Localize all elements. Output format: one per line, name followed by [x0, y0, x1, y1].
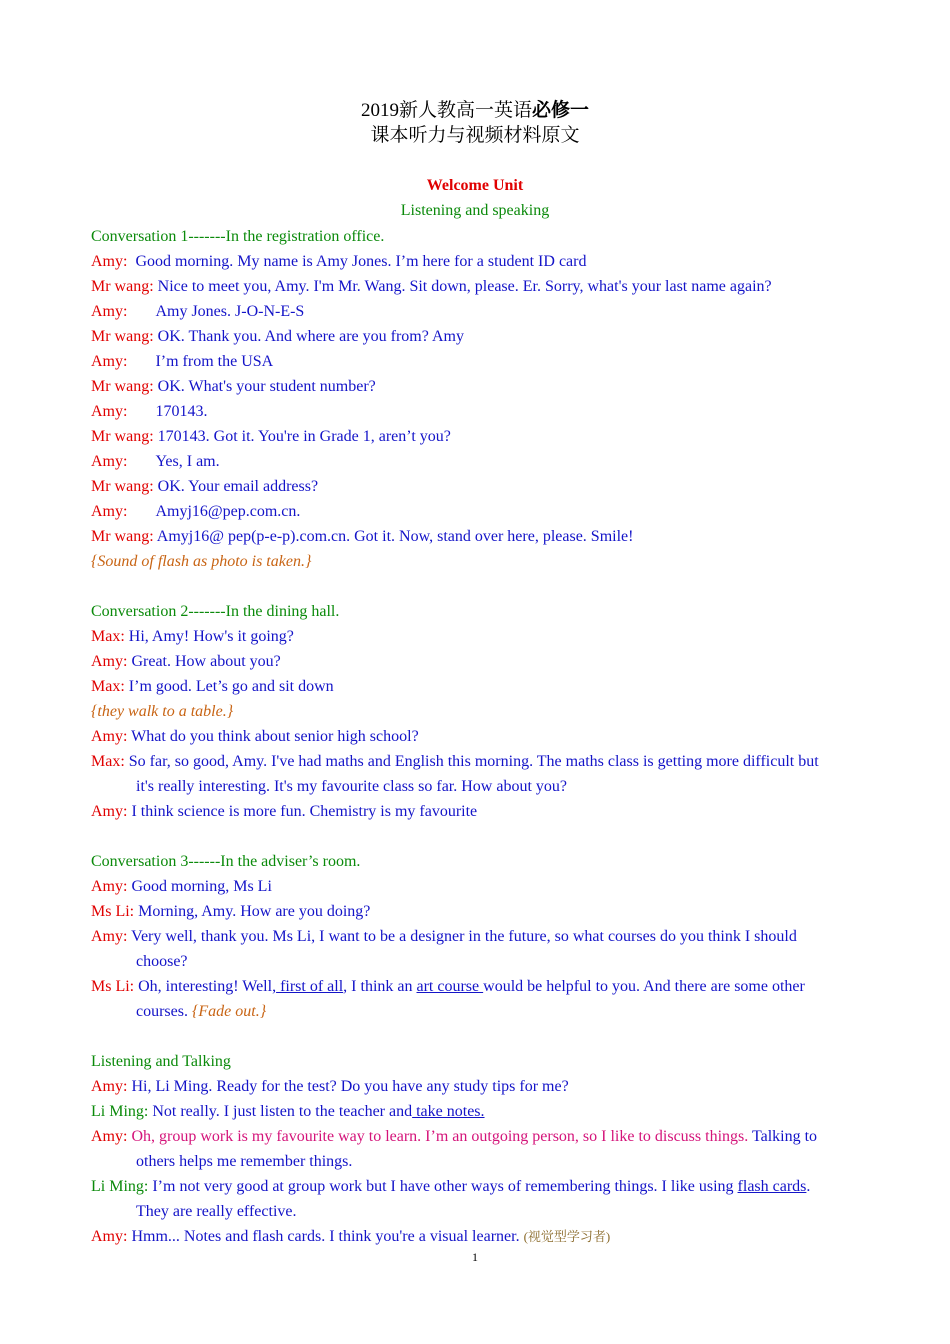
dialogue-line	[91, 749, 859, 799]
dialogue-text: Amyj16@pep.com.cn.	[155, 503, 301, 520]
dialogue-text: Hi, Li Ming. Ready for the test? Do you have any study tips for me?	[131, 1078, 569, 1095]
speaker-label: Li Ming:	[91, 1103, 149, 1120]
section-heading-listening-speaking: Listening and speaking	[400, 202, 550, 219]
underlined-phrase: flash cards	[737, 1178, 807, 1195]
dialogue-line	[91, 324, 859, 349]
dialogue-line	[91, 799, 859, 824]
dialogue-text: OK. Your email address?	[157, 478, 319, 495]
dialogue-line	[91, 399, 859, 424]
speaker-label: Amy:	[91, 1078, 128, 1095]
dialogue-line	[91, 899, 859, 924]
dialogue-text: Hmm... Notes and flash cards. I think you're a visual learner.	[131, 1228, 520, 1245]
conversation-2-heading: Conversation 2-------In the dining hall.	[91, 603, 340, 620]
speaker-label: Li Ming:	[91, 1178, 149, 1195]
speaker-label: Amy:	[91, 803, 128, 820]
dialogue-line	[91, 424, 859, 449]
dialogue-text: OK. Thank you. And where are you from? Amy	[157, 328, 464, 345]
spacer	[91, 1024, 859, 1049]
speaker-label: Amy:	[91, 303, 128, 320]
dialogue-text: Yes, I am.	[155, 453, 220, 470]
dialogue-line	[91, 649, 859, 674]
dialogue-line	[91, 1224, 859, 1249]
page-number: 1	[472, 1250, 478, 1264]
speaker-label: Amy:	[91, 878, 128, 895]
dialogue-line	[91, 1174, 859, 1224]
dialogue-text: Oh, interesting! Well,	[138, 978, 277, 995]
dialogue-text: , I think an	[343, 978, 417, 995]
dialogue-text: courses.	[136, 1003, 188, 1020]
dialogue-line	[91, 624, 859, 649]
dialogue-line	[91, 674, 859, 699]
speaker-label: Mr wang:	[91, 328, 154, 345]
document-subtitle: 课本听力与视频材料原文	[370, 125, 580, 146]
dialogue-line	[91, 874, 859, 899]
speaker-label: Amy:	[91, 653, 128, 670]
dialogue-line	[91, 924, 859, 974]
dialogue-text: Great. How about you?	[131, 653, 281, 670]
dialogue-line	[91, 724, 859, 749]
stage-direction: {Fade out.}	[191, 1003, 267, 1020]
dialogue-line	[91, 1099, 859, 1124]
dialogue-text: 170143.	[155, 403, 208, 420]
speaker-label: Mr wang:	[91, 528, 154, 545]
speaker-label: Max:	[91, 753, 125, 770]
dialogue-text: I’m good. Let’s go and sit down	[128, 678, 334, 695]
dialogue-line	[91, 449, 859, 474]
highlighted-text: Oh, group work is my favourite way to learn. I’m an outgoing person, so I like to discuss things.	[131, 1128, 749, 1145]
dialogue-line	[91, 299, 859, 324]
dialogue-line	[91, 474, 859, 499]
speaker-label: Amy:	[91, 353, 128, 370]
title-bold-text: 必修一	[532, 100, 590, 121]
dialogue-line	[91, 974, 859, 1024]
dialogue-text: Good morning, Ms Li	[131, 878, 272, 895]
stage-direction: {Sound of flash as photo is taken.}	[91, 553, 312, 570]
speaker-label: Amy:	[91, 253, 128, 270]
dialogue-line	[91, 1074, 859, 1099]
spacer	[91, 574, 859, 599]
dialogue-text-continued: They are really effective.	[136, 1203, 297, 1220]
conversation-1-heading: Conversation 1-------In the registration office.	[91, 228, 385, 245]
underlined-phrase: first of all	[276, 978, 344, 995]
speaker-label: Ms Li:	[91, 903, 135, 920]
speaker-label: Amy:	[91, 503, 128, 520]
dialogue-text-continued: it's really interesting. It's my favourite class so far. How about you?	[136, 778, 567, 795]
dialogue-text: Very well, thank you. Ms Li, I want to be a designer in the future, so what courses do you think I should	[131, 928, 797, 945]
stage-direction: {they walk to a table.}	[91, 703, 234, 720]
dialogue-text: Not really. I just listen to the teacher and	[152, 1103, 413, 1120]
speaker-label: Mr wang:	[91, 478, 154, 495]
dialogue-text: Hi, Amy! How's it going?	[128, 628, 294, 645]
speaker-label: Amy:	[91, 1228, 128, 1245]
dialogue-text: Talking to	[748, 1128, 818, 1145]
speaker-label: Amy:	[91, 1128, 128, 1145]
dialogue-line	[91, 274, 859, 299]
underlined-phrase: art course	[416, 978, 484, 995]
dialogue-text: Nice to meet you, Amy. I'm Mr. Wang. Sit down, please. Er. Sorry, what's your last name again?	[157, 278, 772, 295]
speaker-label: Mr wang:	[91, 378, 154, 395]
dialogue-text: What do you think about senior high school?	[131, 728, 419, 745]
dialogue-text: So far, so good, Amy. I've had maths and English this morning. The maths class is getting more difficult but	[128, 753, 819, 770]
spacer	[91, 824, 859, 849]
dialogue-line	[91, 349, 859, 374]
dialogue-line	[91, 374, 859, 399]
dialogue-line	[91, 499, 859, 524]
dialogue-text: Good morning. My name is Amy Jones. I’m here for a student ID card	[135, 253, 587, 270]
speaker-label: Amy:	[91, 403, 128, 420]
dialogue-text: Amyj16@ pep(p-e-p).com.cn. Got it. Now, stand over here, please. Smile!	[156, 528, 634, 545]
dialogue-text: Morning, Amy. How are you doing?	[138, 903, 371, 920]
unit-title: Welcome Unit	[426, 177, 524, 194]
dialogue-text: OK. What's your student number?	[157, 378, 376, 395]
speaker-label: Max:	[91, 678, 125, 695]
speaker-label: Ms Li:	[91, 978, 135, 995]
speaker-label: Max:	[91, 628, 125, 645]
dialogue-text: I’m not very good at group work but I have other ways of remembering things. I like using	[152, 1178, 734, 1195]
speaker-label: Amy:	[91, 453, 128, 470]
document-title	[0, 99, 950, 123]
dialogue-line	[91, 524, 859, 549]
dialogue-text: Amy Jones. J-O-N-E-S	[155, 303, 305, 320]
title-text: 2019新人教高一英语	[360, 100, 532, 121]
dialogue-text: would be helpful to you. And there are some other	[483, 978, 805, 995]
underlined-phrase: take notes.	[412, 1103, 485, 1120]
dialogue-text-continued: others helps me remember things.	[136, 1153, 353, 1170]
conversation-3-heading: Conversation 3------In the adviser’s room.	[91, 853, 361, 870]
dialogue-text-continued	[91, 999, 859, 1024]
speaker-label: Mr wang:	[91, 428, 154, 445]
dialogue-text: I think science is more fun. Chemistry is my favourite	[131, 803, 478, 820]
dialogue-text-continued: choose?	[136, 953, 188, 970]
dialogue-text: 170143. Got it. You're in Grade 1, aren’t you?	[157, 428, 451, 445]
listening-talking-heading: Listening and Talking	[91, 1053, 231, 1070]
dialogue-line	[91, 1124, 859, 1174]
chinese-annotation: (视觉型学习者)	[523, 1229, 611, 1244]
speaker-label: Amy:	[91, 728, 128, 745]
speaker-label: Mr wang:	[91, 278, 154, 295]
speaker-label: Amy:	[91, 928, 128, 945]
dialogue-text: I’m from the USA	[155, 353, 274, 370]
dialogue-text: .	[806, 1178, 811, 1195]
transcript-body	[91, 224, 859, 1249]
dialogue-line	[91, 249, 859, 274]
